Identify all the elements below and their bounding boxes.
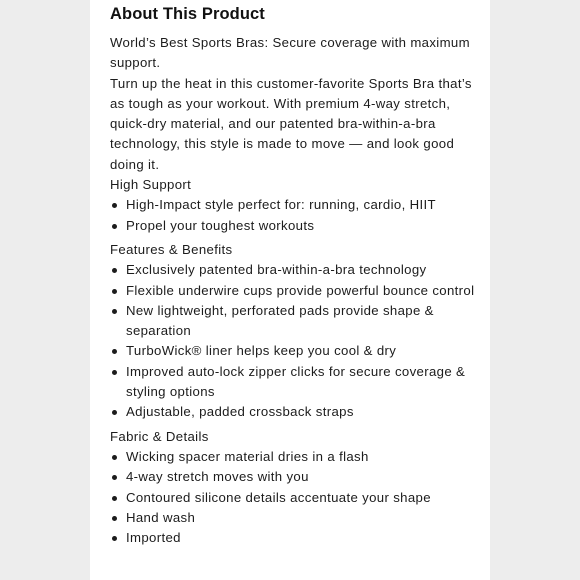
features-list <box>110 260 480 422</box>
list-item: Propel your toughest workouts <box>110 216 480 236</box>
product-intro: World’s Best Sports Bras: Secure coverage with maximum support. <box>110 35 470 71</box>
features-heading: Features & Benefits <box>110 241 233 257</box>
section-heading: About This Product <box>110 5 265 23</box>
list-item: Contoured silicone details accentuate your shape <box>110 488 480 508</box>
product-details-section <box>110 3 480 548</box>
list-item: TurboWick® liner helps keep you cool & dry <box>110 341 480 361</box>
list-item: Flexible underwire cups provide powerful bounce control <box>110 281 480 301</box>
list-item: Improved auto-lock zipper clicks for secure coverage & styling options <box>110 362 480 403</box>
list-item: High-Impact style perfect for: running, cardio, HIIT <box>110 195 480 215</box>
list-item: Hand wash <box>110 508 480 528</box>
list-item: Exclusively patented bra-within-a-bra technology <box>110 260 480 280</box>
product-description: Turn up the heat in this customer-favorite Sports Bra that’s as tough as your workout. With premium 4-way stretch, quick-dry material, and our patented bra-within-a-bra technology, this style is made to move — and look good doing it. <box>110 75 472 172</box>
list-item: New lightweight, perforated pads provide shape & separation <box>110 301 480 342</box>
list-item: Imported <box>110 528 480 548</box>
fabric-heading: Fabric & Details <box>110 428 209 444</box>
list-item: Wicking spacer material dries in a flash <box>110 447 480 467</box>
support-list <box>110 195 480 236</box>
list-item: 4-way stretch moves with you <box>110 467 480 487</box>
support-level-label: High Support <box>110 177 192 193</box>
list-item: Adjustable, padded crossback straps <box>110 402 480 422</box>
fabric-list <box>110 447 480 548</box>
